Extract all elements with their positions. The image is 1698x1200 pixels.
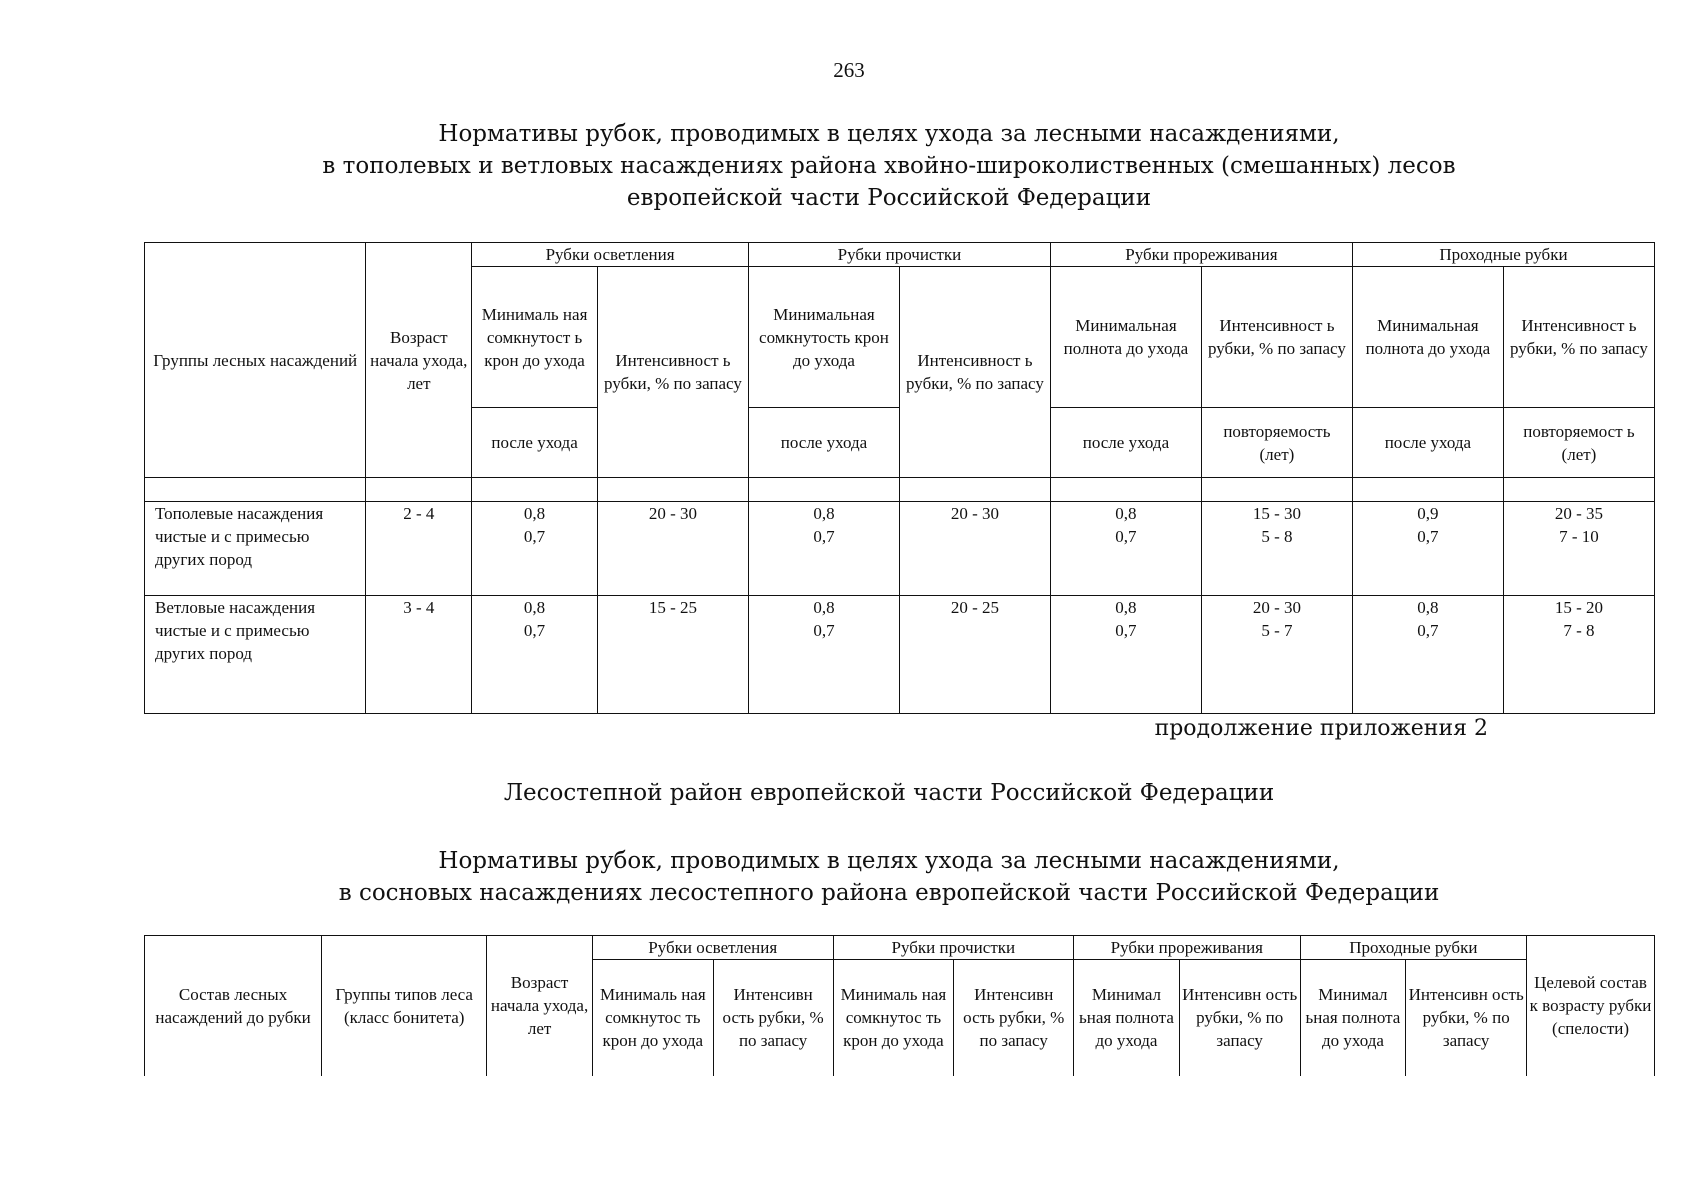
row-osv-min <box>472 596 598 714</box>
row-pro-min <box>748 596 899 714</box>
row-group: Ветловые насаждения чистые и с примесью других пород <box>145 596 366 714</box>
value: 0,7 <box>523 527 546 546</box>
header-prk-int: Интенсивност ь рубки, % по запасу <box>1503 267 1654 408</box>
table2-title <box>0 845 1698 909</box>
header-group: Группы лесных насаждений <box>145 243 366 478</box>
value: 0,8 <box>523 504 546 523</box>
value: 0,8 <box>523 598 546 617</box>
header-prokhodnye: Проходные рубки <box>1300 936 1526 960</box>
value: 7 - 8 <box>1563 621 1595 640</box>
page-number: 263 <box>833 58 865 82</box>
header-pro-min: Минималь ная сомкнутос ть крон до ухода <box>833 960 954 1076</box>
table2 <box>144 935 1655 1076</box>
value: 5 - 7 <box>1261 621 1293 640</box>
header-pro-int: Интенсивност ь рубки, % по запасу <box>899 267 1050 478</box>
value: 0,7 <box>813 527 835 546</box>
row-prz-int <box>1201 502 1352 596</box>
table1 <box>144 242 1655 714</box>
empty-row <box>145 478 1655 502</box>
value: 15 - 30 <box>1252 504 1301 523</box>
value: 0,7 <box>1115 527 1137 546</box>
header-prochistka: Рубки прочистки <box>748 243 1050 267</box>
header-prk-after: после ухода <box>1352 408 1503 478</box>
value: 0,7 <box>1417 621 1439 640</box>
table1-title-line: в тополевых и ветловых насаждениях района хвойно-широколиственных (смешанных) лесов <box>322 153 1456 179</box>
table1-title <box>0 118 1698 214</box>
header-prz-repeat: повторяемость (лет) <box>1201 408 1352 478</box>
header-osv-int: Интенсивност ь рубки, % по запасу <box>597 267 748 478</box>
header-prk-int: Интенсивн ость рубки, % по запасу <box>1406 960 1527 1076</box>
header-target: Целевой состав к возрасту рубки (спелости) <box>1527 936 1655 1076</box>
header-pro-after: после ухода <box>748 408 899 478</box>
row-osv-min <box>472 502 598 596</box>
table1-title-line: Нормативы рубок, проводимых в целях ухода за лесными насаждениями, <box>438 121 1340 147</box>
row-age: 3 - 4 <box>366 596 472 714</box>
value: 15 - 20 <box>1554 598 1604 617</box>
value: 0,7 <box>1417 527 1439 546</box>
region-heading: Лесостепной район европейской части Российской Федерации <box>503 780 1275 806</box>
row-group: Тополевые насаждения чистые и с примесью других пород <box>145 502 366 596</box>
header-prk-min: Минимал ьная полнота до ухода <box>1300 960 1406 1076</box>
header-prz-after: после ухода <box>1050 408 1201 478</box>
value: 20 - 30 <box>1252 598 1301 617</box>
value: 0,7 <box>813 621 835 640</box>
header-age: Возраст начала ухода, лет <box>487 936 593 1076</box>
table2-title-line: Нормативы рубок, проводимых в целях ухода за лесными насаждениями, <box>438 848 1340 874</box>
value: 7 - 10 <box>1559 527 1599 546</box>
header-prk-min: Минимальная полнота до ухода <box>1352 267 1503 408</box>
row-pro-int: 20 - 25 <box>899 596 1050 714</box>
header-prz-min: Минимальная полнота до ухода <box>1050 267 1201 408</box>
table-row <box>145 502 1655 596</box>
row-prz-min <box>1050 502 1201 596</box>
header-prz-int: Интенсивн ость рубки, % по запасу <box>1179 960 1300 1076</box>
header-prochistka: Рубки прочистки <box>833 936 1074 960</box>
value: 0,7 <box>1115 621 1137 640</box>
header-prz-min: Минимал ьная полнота до ухода <box>1074 960 1180 1076</box>
row-pro-int: 20 - 30 <box>899 502 1050 596</box>
header-prk-repeat: повторяемост ь (лет) <box>1503 408 1654 478</box>
header-osv-min: Минималь ная сомкнутос ть крон до ухода <box>592 960 713 1076</box>
header-osv-int: Интенсивн ость рубки, % по запасу <box>713 960 833 1076</box>
header-osvetlenie: Рубки осветления <box>592 936 833 960</box>
continuation-label: продолжение приложения 2 <box>1154 716 1488 741</box>
table2-title-line: в сосновых насаждениях лесостепного района европейской части Российской Федерации <box>338 880 1440 906</box>
header-prorezhivanie: Рубки прореживания <box>1050 243 1352 267</box>
header-prorezhivanie: Рубки прореживания <box>1074 936 1300 960</box>
row-prz-int <box>1201 596 1352 714</box>
row-age: 2 - 4 <box>366 502 472 596</box>
header-osv-min: Минималь ная сомкнутост ь крон до ухода <box>472 267 598 408</box>
value: 20 - 35 <box>1554 504 1604 523</box>
header-composition: Состав лесных насаждений до рубки <box>145 936 322 1076</box>
row-prk-min <box>1352 596 1503 714</box>
header-age: Возраст начала ухода, лет <box>366 243 472 478</box>
row-prk-int <box>1503 596 1654 714</box>
value: 0,8 <box>1115 598 1137 617</box>
table1-title-line: европейской части Российской Федерации <box>626 185 1152 211</box>
header-pro-int: Интенсивн ость рубки, % по запасу <box>954 960 1074 1076</box>
value: 0,8 <box>1417 598 1439 617</box>
header-pro-min: Минимальная сомкнутость крон до ухода <box>748 267 899 408</box>
header-forest-type: Группы типов леса (класс бонитета) <box>322 936 487 1076</box>
value: 0,9 <box>1417 504 1439 523</box>
header-osv-after: после ухода <box>472 408 598 478</box>
table-row <box>145 596 1655 714</box>
row-prk-int <box>1503 502 1654 596</box>
row-pro-min <box>748 502 899 596</box>
header-osvetlenie: Рубки осветления <box>472 243 749 267</box>
header-prokhodnye: Проходные рубки <box>1352 243 1654 267</box>
value: 0,8 <box>1115 504 1137 523</box>
value: 0,8 <box>813 504 835 523</box>
row-prz-min <box>1050 596 1201 714</box>
row-osv-int: 20 - 30 <box>597 502 748 596</box>
value: 0,7 <box>523 621 546 640</box>
value: 0,8 <box>813 598 835 617</box>
value: 5 - 8 <box>1261 527 1293 546</box>
header-prz-int: Интенсивност ь рубки, % по запасу <box>1201 267 1352 408</box>
row-osv-int: 15 - 25 <box>597 596 748 714</box>
row-prk-min <box>1352 502 1503 596</box>
